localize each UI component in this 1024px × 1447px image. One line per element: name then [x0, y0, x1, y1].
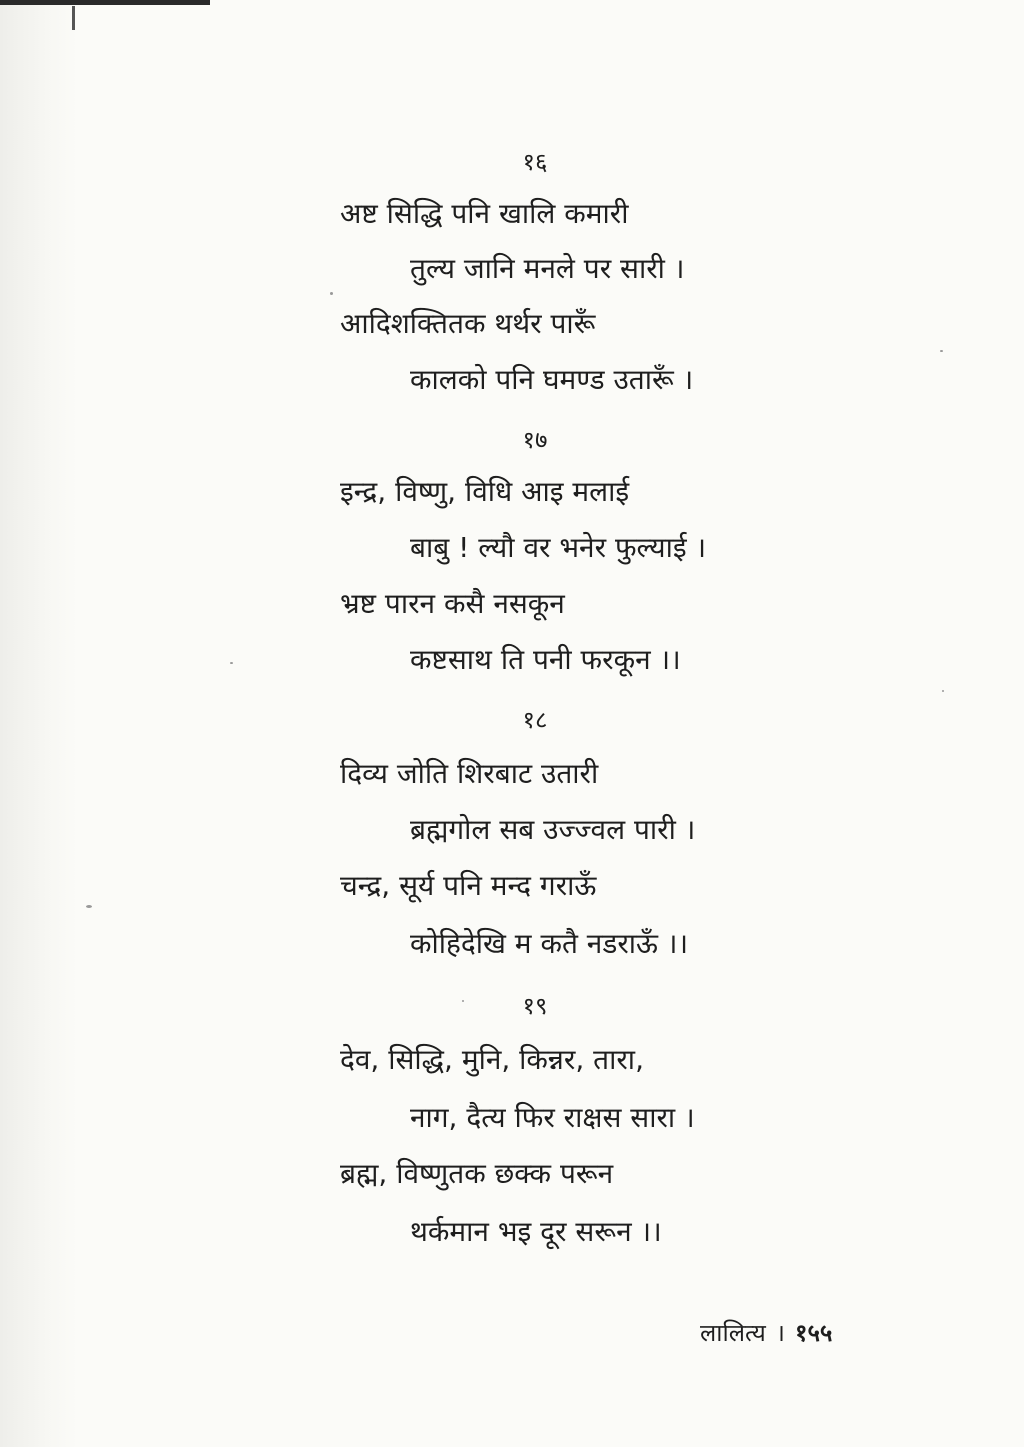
page-top-edge — [0, 0, 210, 5]
page-footer — [700, 1316, 832, 1349]
verse-line: बाबु ! ल्यौ वर भनेर फुल्याई । — [410, 531, 707, 564]
verse-line: कालको पनि घमण्ड उतारूँ । — [410, 363, 694, 396]
verse-line: भ्रष्ट पारन कसै नसकून — [340, 587, 565, 620]
page-gutter-shadow — [0, 0, 78, 1447]
verse-line: कोहिदेखि म कतै नडराऊँ ।। — [410, 927, 689, 960]
book-title: लालित्य — [700, 1319, 766, 1347]
verse-line: देव, सिद्धि, मुनि, किन्नर, तारा, — [340, 1043, 644, 1076]
verse-line: अष्ट सिद्धि पनि खालि कमारी — [340, 197, 629, 230]
scan-speck — [86, 905, 92, 908]
verse-line: ब्रह्म, विष्णुतक छक्क परून — [340, 1157, 614, 1190]
verse-line: कष्टसाथ ति पनी फरकून ।। — [410, 643, 681, 676]
verse-line: चन्द्र, सूर्य पनि मन्द गराऊँ — [340, 869, 597, 902]
verse-number: १६ — [522, 148, 548, 176]
scan-speck — [462, 1000, 464, 1002]
verse-line: आदिशक्तितक थर्थर पारूँ — [340, 307, 596, 340]
scan-speck — [942, 690, 944, 692]
verse-line: तुल्य जानि मनले पर सारी । — [410, 252, 685, 285]
scan-speck — [940, 350, 943, 352]
footer-separator: । — [775, 1319, 785, 1347]
page-number: १५५ — [794, 1319, 833, 1347]
verse-number: १९ — [522, 992, 548, 1020]
verse-line: ब्रह्मगोल सब उज्ज्वल पारी । — [410, 813, 696, 846]
scan-speck — [230, 662, 233, 664]
verse-line: थर्कमान भइ दूर सरून ।। — [410, 1215, 662, 1248]
verse-number: १८ — [522, 706, 548, 734]
verse-line: नाग, दैत्य फिर राक्षस सारा । — [410, 1101, 695, 1134]
page-corner-mark — [72, 6, 75, 30]
verse-line: दिव्य जोति शिरबाट उतारी — [340, 757, 599, 790]
verse-line: इन्द्र, विष्णु, विधि आइ मलाई — [340, 475, 630, 508]
scan-speck — [330, 292, 333, 295]
verse-number: १७ — [522, 426, 548, 454]
